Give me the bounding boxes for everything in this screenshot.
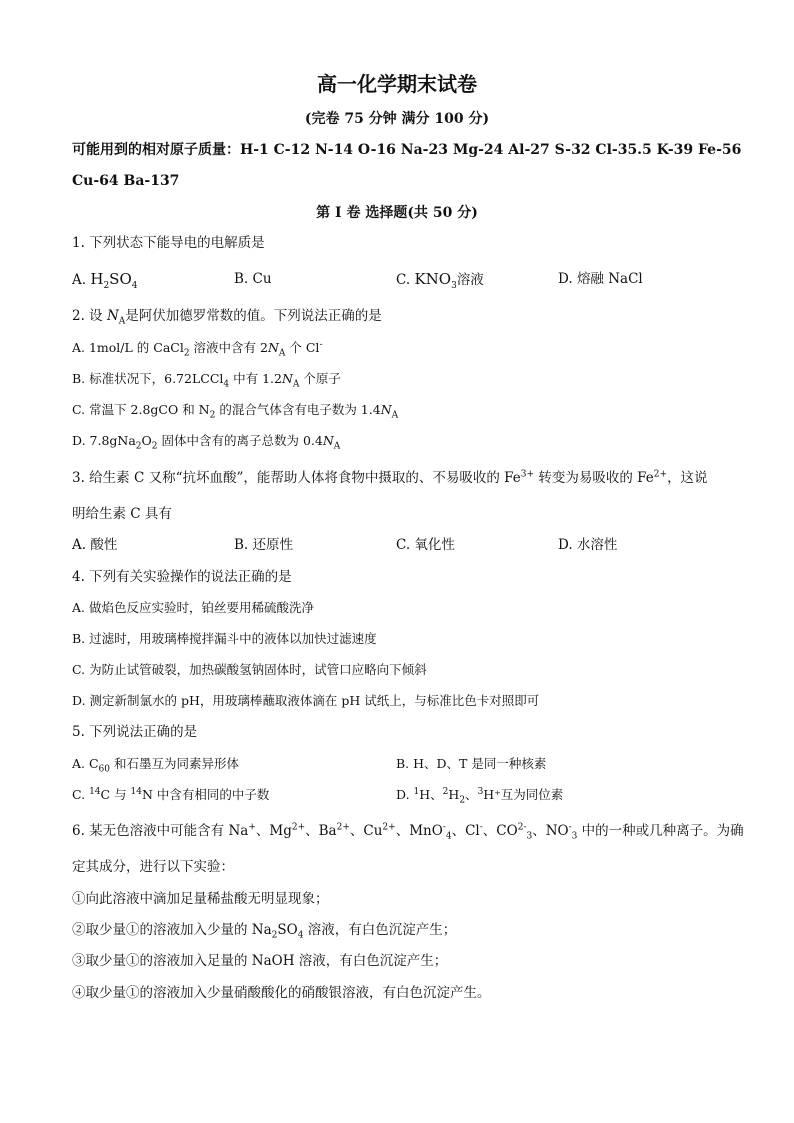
- q1-option-b[interactable]: B. Cu: [234, 271, 272, 287]
- q1-option-c[interactable]: C. $KNO_3$溶液: [396, 270, 484, 291]
- q2-option-d[interactable]: D. $7.8gNa_2O_2$ 固体中含有的离子总数为 $0.4N_A$: [72, 433, 341, 452]
- q4-option-a[interactable]: A. 做焰色反应实验时，铂丝要用稀硫酸洗净: [72, 600, 314, 615]
- q1-option-d[interactable]: D. 熔融 NaCl: [558, 271, 643, 287]
- q5-option-a[interactable]: A. $C_{60}$ 和石墨互为同素异形体: [72, 756, 239, 775]
- q3-stem-line-1: 3. 给生素 C 又称“抗坏血酸”，能帮助人体将食物中摄取的、不易吸收的 $Fe^{3+}$ 转变为易吸收的 $Fe^{2+}$，这说: [72, 469, 708, 486]
- q5-option-b[interactable]: B. H、D、T 是同一种核素: [396, 756, 547, 771]
- q4-option-d[interactable]: D. 测定新制氯水的 pH，用玻璃棒蘸取液体滴在 pH 试纸上，与标准比色卡对照即可: [72, 693, 540, 708]
- q1-stem: 1. 下列状态下能导电的电解质是: [72, 235, 265, 251]
- q3-option-b[interactable]: B. 还原性: [234, 537, 294, 553]
- q5-option-c[interactable]: C. $^{14}$C 与 $^{14}$N 中含有相同的中子数: [72, 786, 270, 802]
- q5-stem: 5. 下列说法正确的是: [72, 724, 198, 740]
- q1-option-a[interactable]: A. $H_2SO_4$: [72, 270, 138, 291]
- q5-option-d[interactable]: D. $^1$H、$^2H_2$、$^3$H⁺互为同位素: [396, 786, 564, 806]
- page-title: 高一化学期末试卷: [317, 72, 477, 96]
- q4-option-b[interactable]: B. 过滤时，用玻璃棒搅拌漏斗中的液体以加快过滤速度: [72, 631, 377, 646]
- q3-option-d[interactable]: D. 水溶性: [558, 537, 618, 553]
- q2-stem: 2. 设 $N_A$是阿伏加德罗常数的值。下列说法正确的是: [72, 308, 382, 327]
- q2-option-b[interactable]: B. 标准状况下，6.72LCCl$_4$ 中有 $1.2N_A$ 个原子: [72, 371, 341, 390]
- atomic-mass-line-1: 可能用到的相对原子质量：H-1 C-12 N-14 O-16 Na-23 Mg-24 Al-27 S-32 Cl-35.5 K-39 Fe-56: [72, 142, 742, 158]
- q6-step-2: ②取少量①的溶液加入少量的 $Na_2SO_4$ 溶液，有白色沉淀产生；: [72, 922, 457, 941]
- q3-option-c[interactable]: C. 氧化性: [396, 537, 455, 553]
- atomic-mass-line-2: Cu-64 Ba-137: [72, 173, 180, 189]
- exam-subtitle: (完卷 75 分钟 满分 100 分): [304, 111, 490, 127]
- q2-option-a[interactable]: A. 1mol/L 的 CaCl$_2$ 溶液中含有 $2N_A$ 个 Cl-: [72, 339, 323, 359]
- q3-option-a[interactable]: A. 酸性: [72, 537, 118, 553]
- section-heading: 第 I 卷 选择题(共 50 分): [316, 205, 478, 221]
- q6-step-3: ③取少量①的溶液加入足量的 NaOH 溶液，有白色沉淀产生；: [72, 953, 448, 969]
- q2-option-c[interactable]: C. 常温下 2.8gCO 和 $N_2$ 的混合气体含有电子数为 $1.4N_A$: [72, 402, 399, 421]
- q3-stem-line-2: 明给生素 C 具有: [72, 506, 172, 522]
- q6-stem-line-1: 6. 某无色溶液中可能含有 Na+、$Mg^{2+}$、$Ba^{2+}$、$Cu^{2+}$、MnO-$_4$、Cl-、$CO^{2-}_3$、$NO^-_3$ 中的一种或几种离子。为确: [72, 822, 744, 842]
- q4-option-c[interactable]: C. 为防止试管破裂，加热碳酸氢钠固体时，试管口应略向下倾斜: [72, 662, 427, 677]
- q6-stem-line-2: 定其成分，进行以下实验：: [72, 859, 234, 875]
- q4-stem: 4. 下列有关实验操作的说法正确的是: [72, 569, 292, 585]
- q6-step-4: ④取少量①的溶液加入少量硝酸酸化的硝酸银溶液，有白色沉淀产生。: [72, 985, 491, 1001]
- q6-step-1: ①向此溶液中滴加足量稀盐酸无明显现象；: [72, 891, 329, 907]
